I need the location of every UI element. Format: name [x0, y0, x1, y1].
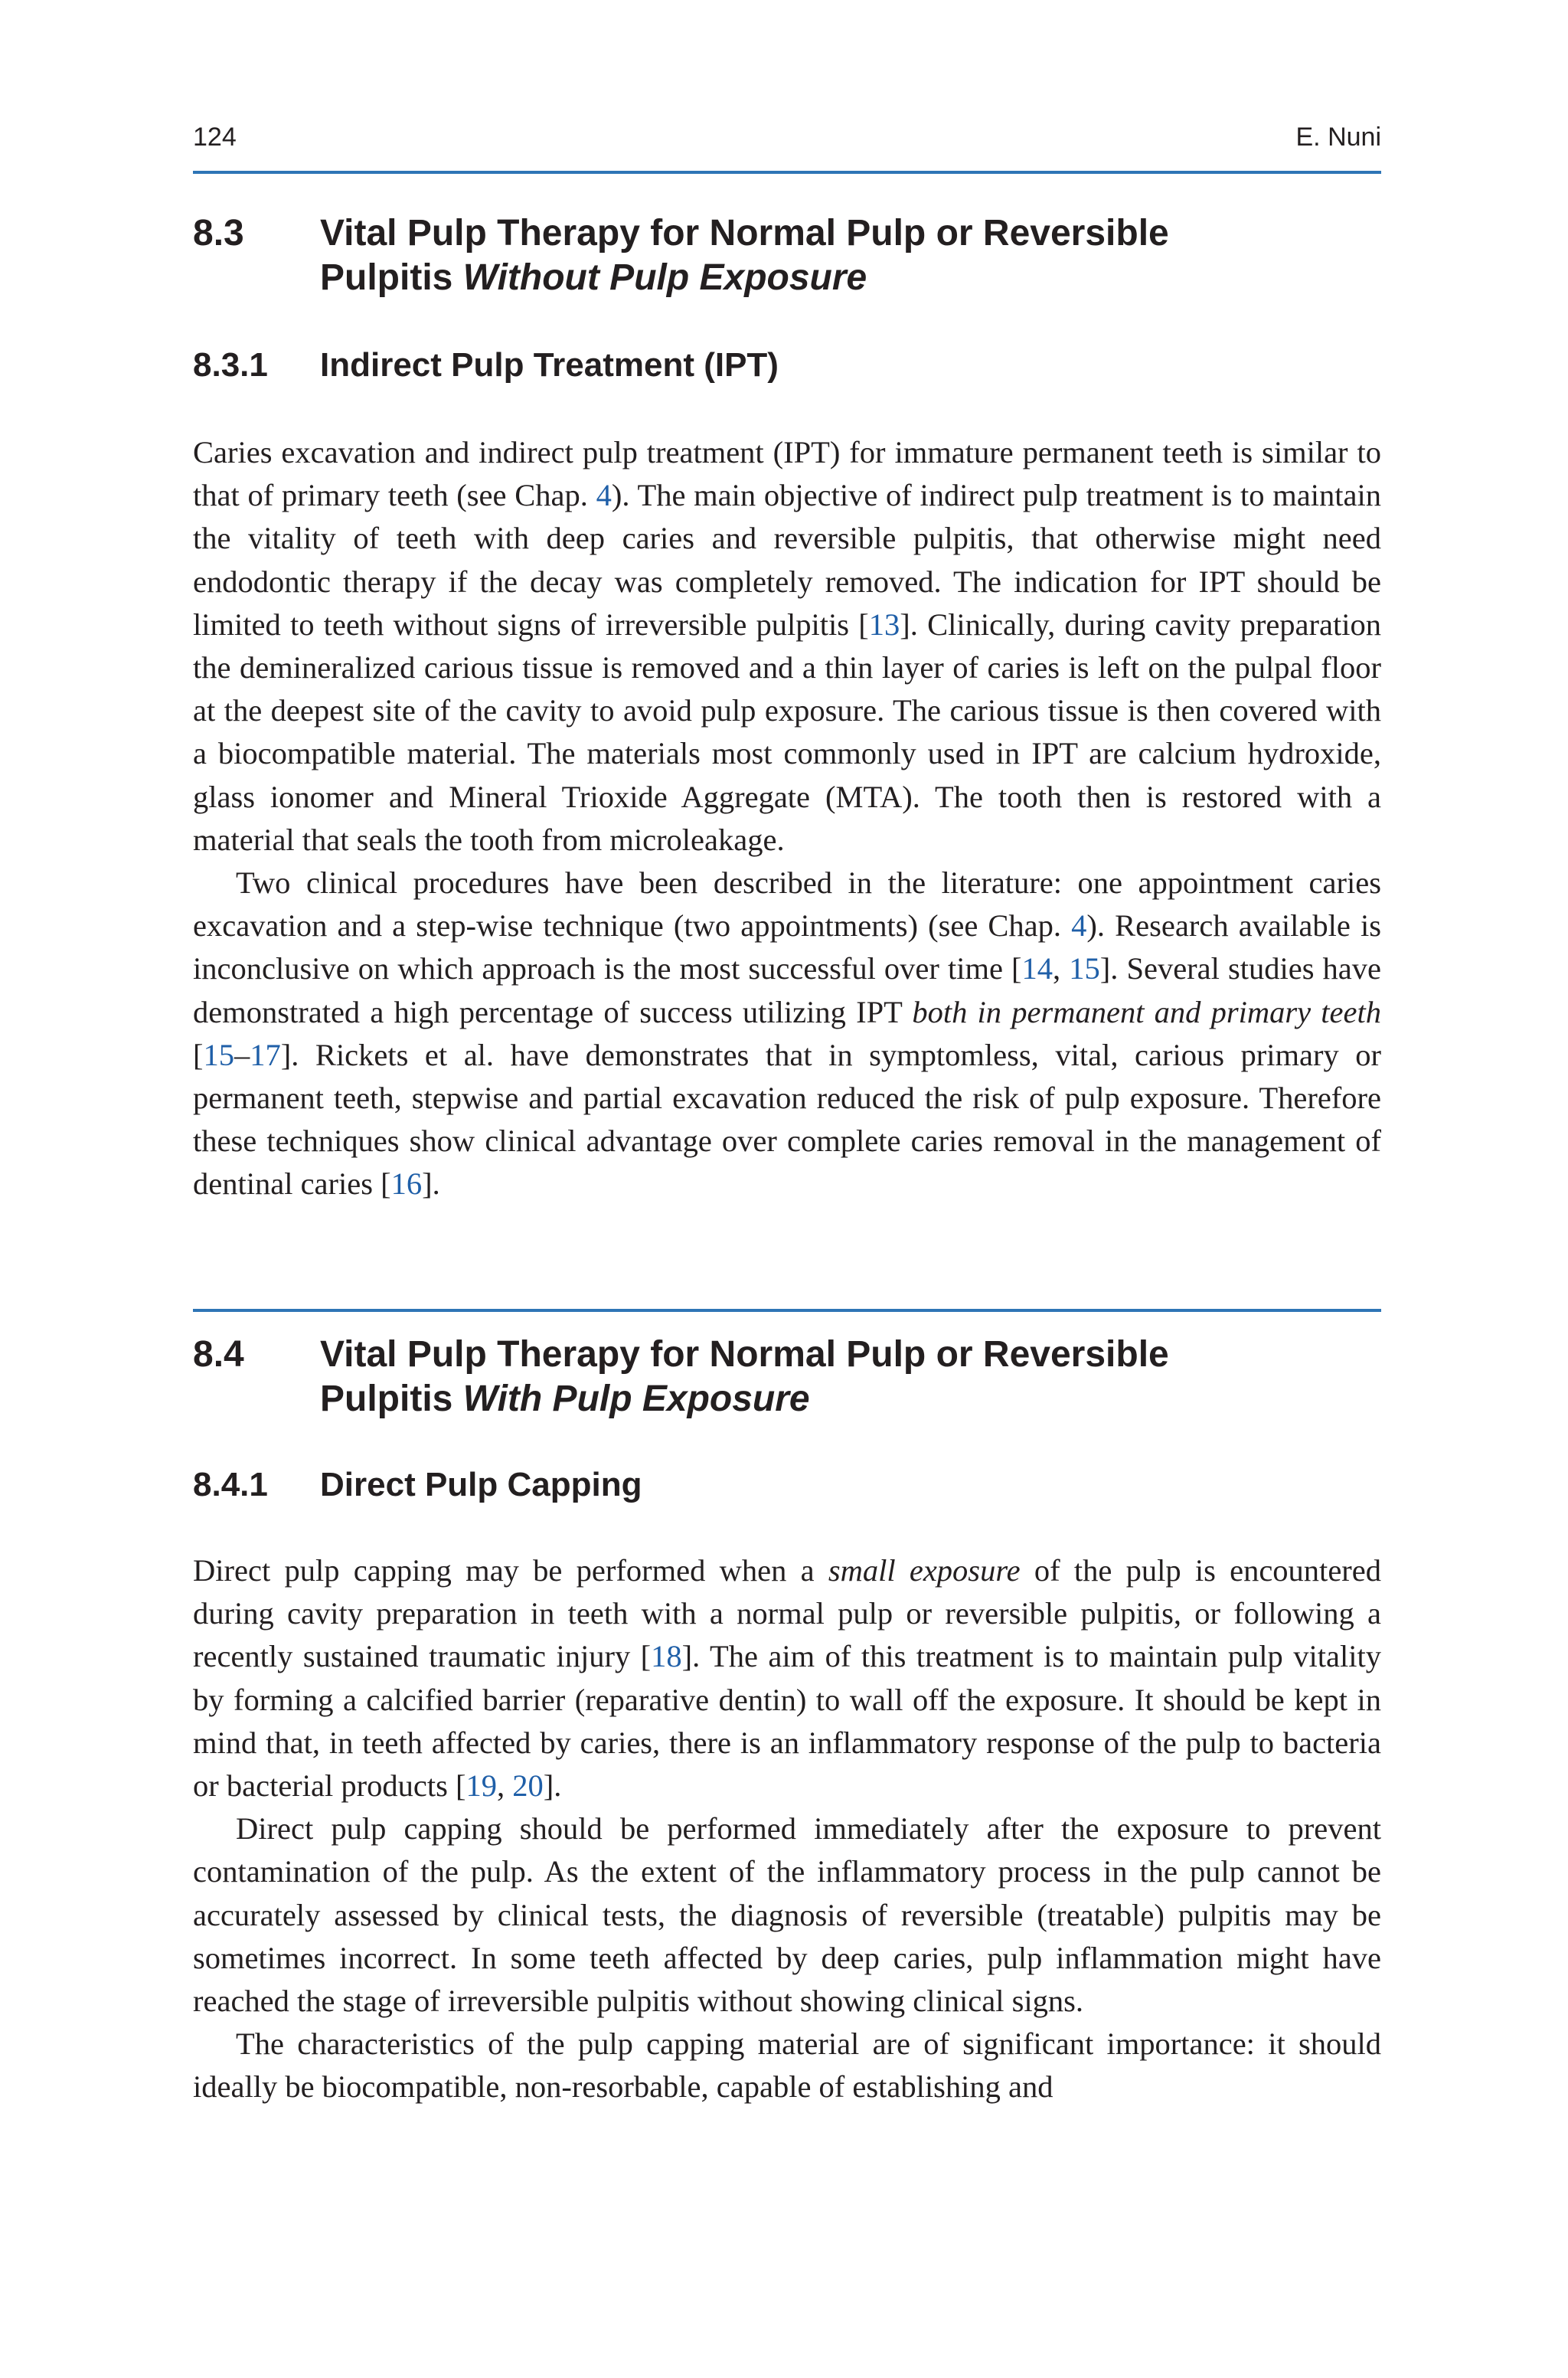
section-heading-8-3 [193, 211, 1381, 300]
body-text-8-4-1 [193, 1549, 1381, 2109]
running-head-author: E. Nuni [1295, 123, 1381, 152]
section-rule [193, 1309, 1381, 1312]
subsection-title: Indirect Pulp Treatment (IPT) [320, 346, 779, 384]
section-number: 8.3 [193, 213, 244, 254]
citation-link[interactable]: 13 [868, 607, 900, 642]
section-number: 8.4 [193, 1334, 244, 1375]
subsection-heading-8-3-1 [193, 345, 1381, 388]
subsection-heading-8-4-1 [193, 1464, 1381, 1507]
paragraph: Direct pulp capping may be performed when a small exposure of the pulp is encountered during cavity preparation in teeth with a normal pulp or reversible pulpitis, or following a recently sustained traumatic injury [18]. The aim of this treatment is to maintain pulp vitality by forming a calcified barrier (reparative dentin) to wall off the exposure. It should be kept in mind that, in teeth affected by caries, there is an inflammatory response of the pulp to bacteria or bacterial products [19, 20]. [193, 1553, 1382, 1804]
paragraph: Direct pulp capping should be performed immediately after the exposure to prevent contamination of the pulp. As the extent of the inflammatory process in the pulp cannot be accurately assessed by clinical tests, the diagnosis of reversible (treatable) pulpitis may be sometimes incorrect. In some teeth affected by deep caries, pulp inflammation might have reached the stage of irreversible pulpitis without showing clinical signs. [193, 1811, 1381, 2019]
citation-link[interactable]: 19 [466, 1768, 497, 1804]
citation-link[interactable]: 15 [1069, 951, 1100, 986]
paragraph: Two clinical procedures have been described in the literature: one appointment caries excavation and a step-wise technique (two appointments) (see Chap. 4). Research available is inconclusive on which approach is the most successful over time [14, 15]. Several studies have demonstrated a high percentage of success utilizing IPT both in permanent and primary teeth [15–17]. Rickets et al. have demonstrates that in symptomless, vital, carious primary or permanent teeth, stepwise and partial excavation reduced the risk of pulp exposure. Therefore these techniques show clinical advantage over complete caries removal in the management of dentinal caries [16]. [193, 865, 1382, 1202]
citation-link[interactable]: 15 [203, 1037, 234, 1072]
subsection-title: Direct Pulp Capping [320, 1466, 642, 1503]
section-heading-8-4 [193, 1333, 1381, 1421]
section-title: Vital Pulp Therapy for Normal Pulp or Reversible Pulpitis With Pulp Exposure [320, 1334, 1169, 1419]
subsection-number: 8.3.1 [193, 346, 268, 384]
chapter-link[interactable]: 4 [596, 478, 612, 513]
header-rule [193, 171, 1381, 174]
running-head [193, 123, 1381, 162]
citation-link[interactable]: 17 [250, 1037, 281, 1072]
body-text-8-3-1 [193, 431, 1381, 1206]
citation-link[interactable]: 20 [512, 1768, 544, 1804]
subsection-number: 8.4.1 [193, 1466, 268, 1503]
page-number: 124 [193, 123, 237, 152]
citation-link[interactable]: 18 [651, 1639, 682, 1674]
paragraph: Caries excavation and indirect pulp treatment (IPT) for immature permanent teeth is similar to that of primary teeth (see Chap. 4). The main objective of indirect pulp treatment is to maintain the vitality of teeth with deep caries and reversible pulpitis, that otherwise might need endodontic therapy if the decay was completely removed. The indication for IPT should be limited to teeth without signs of irreversible pulpitis [13]. Clinically, during cavity preparation the demineralized carious tissue is removed and a thin layer of caries is left on the pulpal floor at the deepest site of the cavity to avoid pulp exposure. The carious tissue is then covered with a biocompatible material. The materials most commonly used in IPT are calcium hydroxide, glass ionomer and Mineral Trioxide Aggregate (MTA). The tooth then is restored with a material that seals the tooth from microleakage. [193, 435, 1382, 857]
chapter-link[interactable]: 4 [1071, 908, 1087, 944]
citation-link[interactable]: 16 [390, 1166, 423, 1202]
section-title: Vital Pulp Therapy for Normal Pulp or Reversible Pulpitis Without Pulp Exposure [320, 213, 1169, 298]
citation-link[interactable]: 14 [1021, 951, 1054, 986]
paragraph: The characteristics of the pulp capping material are of significant importance: it should ideally be biocompatible, non-resorbable, capable of establishing and [193, 2026, 1381, 2105]
